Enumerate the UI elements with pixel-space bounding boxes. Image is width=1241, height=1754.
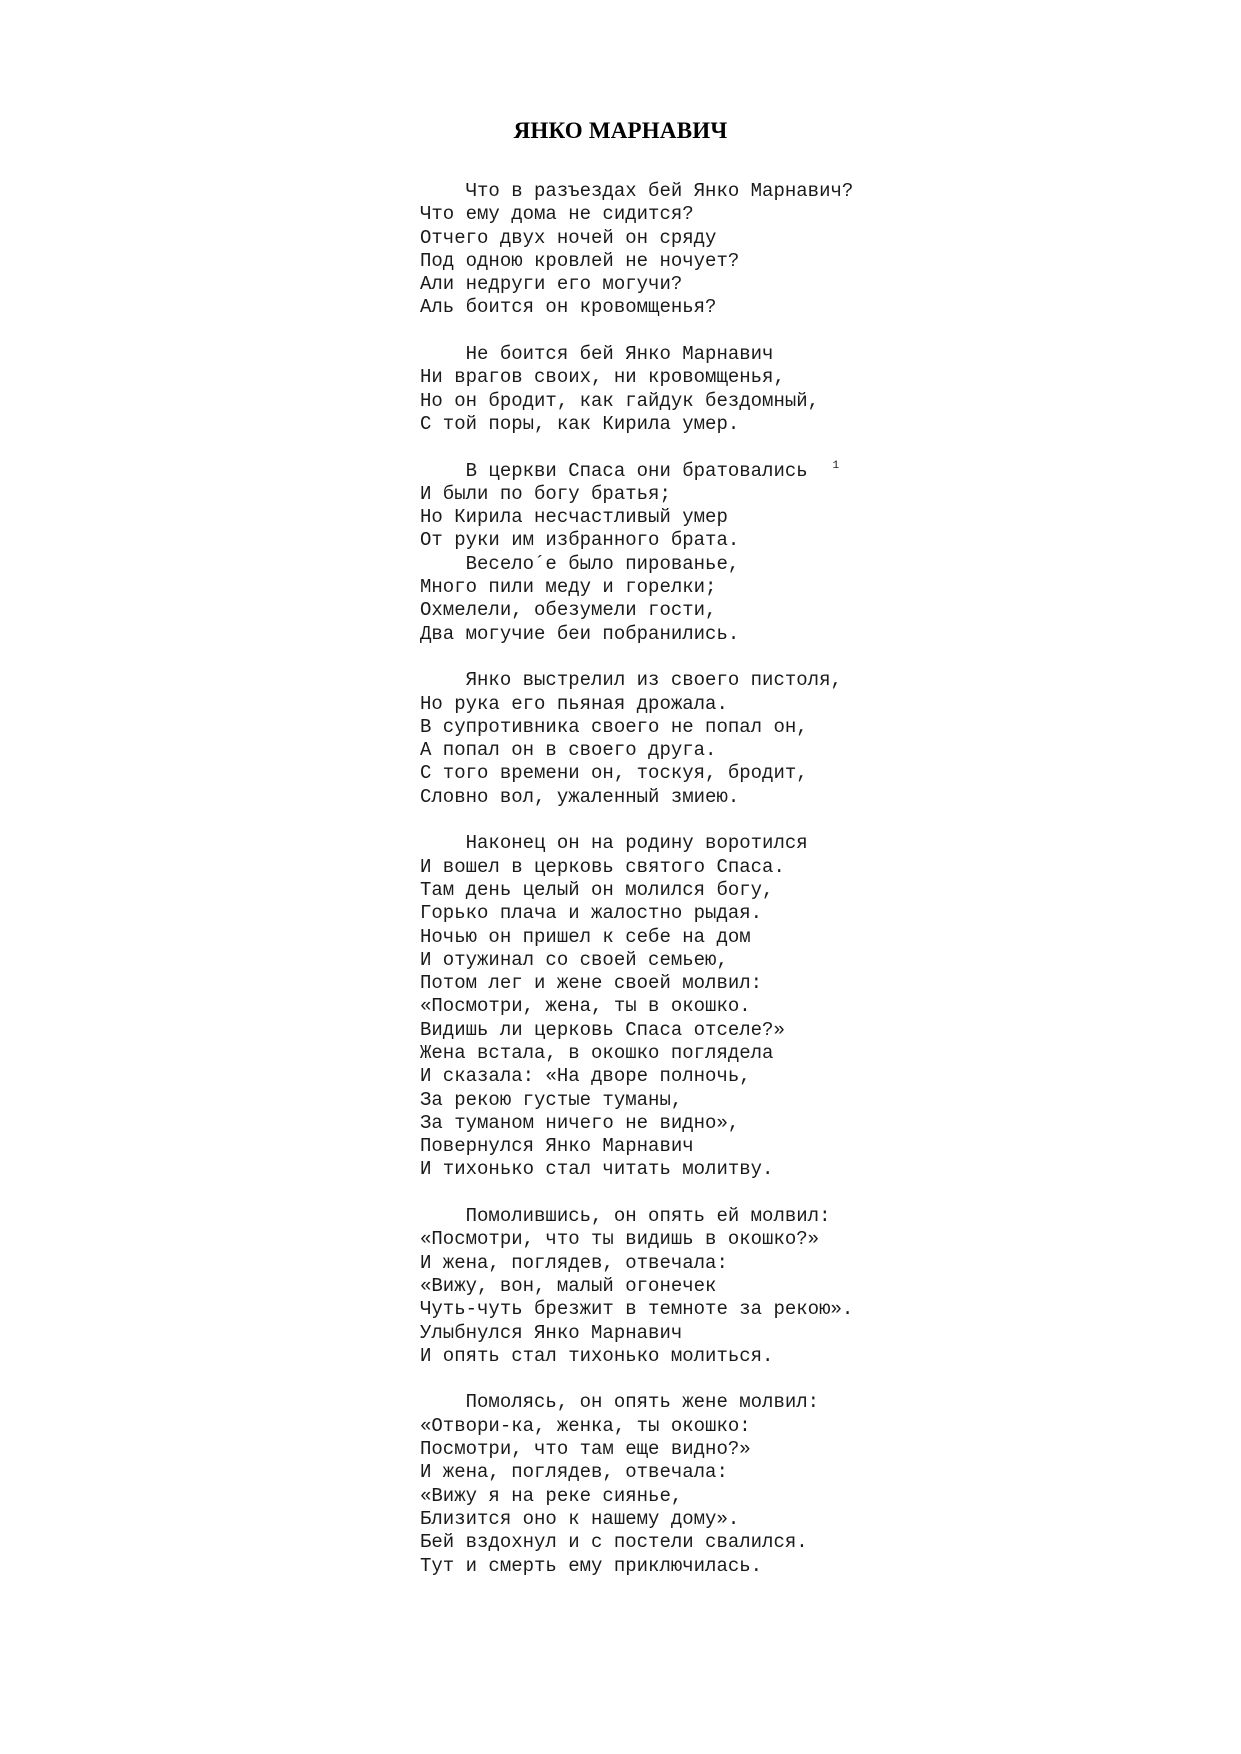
poem-line-text: Тут и смерть ему приключилась. <box>420 1554 763 1577</box>
poem-line-text: В церкви Спаса они братовались <box>420 459 808 482</box>
poem-line <box>420 1019 1160 1042</box>
poem-line-text: И были по богу братья; <box>420 482 671 505</box>
poem-line <box>420 949 1160 972</box>
stanza <box>420 1391 1160 1577</box>
poem-line <box>420 832 1160 855</box>
poem-line-text: Горько плача и жалостно рыдая. <box>420 902 763 925</box>
poem-line-text: Али недруги его могучи? <box>420 273 683 296</box>
poem-line-text: Улыбнулся Янко Марнавич <box>420 1321 683 1344</box>
poem-line-text: Жена встала, в окошко поглядела <box>420 1041 774 1064</box>
poem-line-text: И вошел в церковь святого Спаса. <box>420 855 785 878</box>
poem-line <box>420 1461 1160 1484</box>
poem-line <box>420 553 1160 576</box>
poem-line-text: Ночью он пришел к себе на дом <box>420 925 751 948</box>
poem-line-text: А попал он в своего друга. <box>420 739 717 762</box>
poem-line <box>420 1228 1160 1251</box>
poem-line <box>420 1275 1160 1298</box>
poem-line <box>420 180 1160 203</box>
poem-line <box>420 669 1160 692</box>
poem-line <box>420 1508 1160 1531</box>
poem-line-text: Помолившись, он опять ей молвил: <box>420 1205 831 1228</box>
stanza <box>420 832 1160 1181</box>
poem-line-text: Повернулся Янко Марнавич <box>420 1135 694 1158</box>
poem-line <box>420 1345 1160 1368</box>
poem-line <box>420 483 1160 506</box>
poem-line-text: И жена, поглядев, отвечала: <box>420 1461 728 1484</box>
poem-line <box>420 1089 1160 1112</box>
poem-line-text: Ни врагов своих, ни кровомщенья, <box>420 366 785 389</box>
poem-line <box>420 1438 1160 1461</box>
poem-line-text: С той поры, как Кирила умер. <box>420 412 740 435</box>
poem-line-text: Что ему дома не сидится? <box>420 203 694 226</box>
poem-line-text: Но Кирила несчастливый умер <box>420 506 728 529</box>
poem-line <box>420 1298 1160 1321</box>
poem-line <box>420 366 1160 389</box>
poem-line <box>420 879 1160 902</box>
poem-line-text: «Посмотри, что ты видишь в окошко?» <box>420 1228 820 1251</box>
poem-line <box>420 529 1160 552</box>
poem-line-text: «Посмотри, жена, ты в окошко. <box>420 995 751 1018</box>
poem-line-text: Но он бродит, как гайдук бездомный, <box>420 389 820 412</box>
poem-line <box>420 1322 1160 1345</box>
poem-line-text: От руки им избранного брата. <box>420 529 740 552</box>
poem-line-text: В супротивника своего не попал он, <box>420 715 808 738</box>
poem-line-text: «Вижу, вон, малый огонечек <box>420 1274 717 1297</box>
poem-line-text: За туманом ничего не видно», <box>420 1111 740 1134</box>
poem-line <box>420 856 1160 879</box>
poem-line-text: И тихонько стал читать молитву. <box>420 1158 774 1181</box>
poem-line <box>420 693 1160 716</box>
stanza <box>420 180 1160 320</box>
poem-line <box>420 902 1160 925</box>
poem-line <box>420 1555 1160 1578</box>
poem-line-text: Посмотри, что там еще видно?» <box>420 1438 751 1461</box>
poem-line-text: Не боится бей Янко Марнавич <box>420 343 774 366</box>
poem-line <box>420 716 1160 739</box>
stanza <box>420 1205 1160 1368</box>
poem-line <box>420 1415 1160 1438</box>
poem-line-text: Видишь ли церковь Спаса отселе?» <box>420 1018 785 1041</box>
stanza <box>420 460 1160 646</box>
poem-line-text: Потом лег и жене своей молвил: <box>420 972 763 995</box>
poem-line-text: Много пили меду и горелки; <box>420 576 717 599</box>
poem-line-text: За рекою густые туманы, <box>420 1088 683 1111</box>
poem-line-text: Там день целый он молился богу, <box>420 878 774 901</box>
poem-line <box>420 1205 1160 1228</box>
poem-line <box>420 762 1160 785</box>
poem-line <box>420 599 1160 622</box>
poem-line-text: Янко выстрелил из своего пистоля, <box>420 669 842 692</box>
poem-line <box>420 250 1160 273</box>
poem-line <box>420 1531 1160 1554</box>
poem-line-text: Два могучие беи побранились. <box>420 622 740 645</box>
poem-line <box>420 506 1160 529</box>
poem-line-text: Бей вздохнул и с постели свалился. <box>420 1531 808 1554</box>
poem-line-text: Что в разъездах бей Янко Марнавич? <box>420 180 854 202</box>
footnote-marker: 1 <box>832 459 840 472</box>
poem-line <box>420 1391 1160 1414</box>
poem-line <box>420 343 1160 366</box>
poem-line-text: И опять стал тихонько молиться. <box>420 1344 774 1367</box>
poem-line <box>420 460 1160 483</box>
poem-line-text: Аль боится он кровомщенья? <box>420 296 717 319</box>
poem-line-text: Под одною кровлей не ночует? <box>420 249 740 272</box>
poem-line <box>420 1485 1160 1508</box>
poem-line-text: И отужинал со своей семьею, <box>420 948 728 971</box>
poem-line <box>420 1135 1160 1158</box>
poem-line <box>420 1065 1160 1088</box>
poem-line <box>420 413 1160 436</box>
poem-line-text: С того времени он, тоскуя, бродит, <box>420 762 808 785</box>
stanza <box>420 343 1160 436</box>
poem-line-text: «Вижу я на реке сиянье, <box>420 1484 683 1507</box>
poem-line-text: Наконец он на родину воротился <box>420 832 808 855</box>
poem-line <box>420 296 1160 319</box>
poem-line <box>420 390 1160 413</box>
poem-line <box>420 972 1160 995</box>
poem-line <box>420 273 1160 296</box>
poem-line <box>420 786 1160 809</box>
poem-line <box>420 1042 1160 1065</box>
poem-line-text: Чуть-чуть брезжит в темноте за рекою». <box>420 1298 854 1321</box>
poem-line-text: Словно вол, ужаленный змиею. <box>420 785 740 808</box>
poem-line <box>420 227 1160 250</box>
poem-line-text: Весело´е было пированье, <box>420 552 740 575</box>
poem-line <box>420 739 1160 762</box>
poem-line <box>420 1112 1160 1135</box>
poem-line <box>420 1158 1160 1181</box>
stanza <box>420 669 1160 809</box>
poem-line <box>420 995 1160 1018</box>
poem-line-text: Охмелели, обезумели гости, <box>420 599 717 622</box>
poem-line-text: Но рука его пьяная дрожала. <box>420 692 728 715</box>
poem-line <box>420 576 1160 599</box>
poem-line-text: Помолясь, он опять жене молвил: <box>420 1391 820 1414</box>
poem-line-text: «Отвори-ка, женка, ты окошко: <box>420 1414 751 1437</box>
poem-body <box>420 180 1160 1601</box>
poem-line <box>420 926 1160 949</box>
poem-line <box>420 203 1160 226</box>
poem-line <box>420 1252 1160 1275</box>
poem-title: ЯНКО МАРНАВИЧ <box>513 118 728 143</box>
poem-line-text: Близится оно к нашему дому». <box>420 1507 740 1530</box>
poem-line-text: И сказала: «На дворе полночь, <box>420 1065 751 1088</box>
poem-line-text: И жена, поглядев, отвечала: <box>420 1251 728 1274</box>
poem-line-text: Отчего двух ночей он сряду <box>420 226 717 249</box>
poem-line <box>420 623 1160 646</box>
